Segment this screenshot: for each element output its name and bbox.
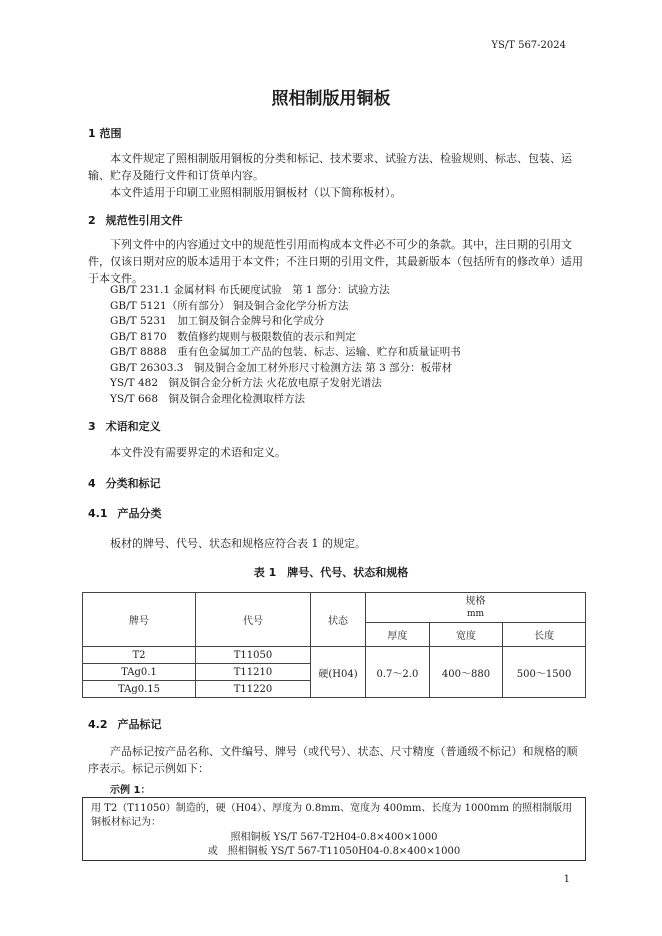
reference-item: GB/T 8170 数值修约规则与极限数值的表示和判定 — [110, 330, 356, 343]
section-2-number: 2 — [88, 214, 96, 227]
section-4-2-paragraph — [88, 743, 588, 777]
header-code: 代号 — [196, 593, 311, 647]
section-4-heading — [88, 475, 161, 491]
normative-references-list — [110, 283, 461, 407]
header-thickness: 厚度 — [366, 623, 430, 647]
reference-item: YS/T 482 铜及铜合金分析方法 火花放电原子发射光谱法 — [110, 377, 382, 389]
cell-temper: 硬(H04) — [311, 647, 366, 698]
section-1-paragraph-2 — [88, 184, 588, 201]
reference-item: YS/T 668 铜及铜合金理化检测取样方法 — [110, 392, 306, 405]
section-3-heading-text: 术语和定义 — [105, 420, 161, 433]
section-4-2-paragraph-text: 产品标记按产品名称、文件编号、牌号（或代号）、状态、尺寸精度（普通级不标记）和规格的顺序表示。标记示例如下： — [88, 745, 578, 775]
header-spec-label: 规格 — [465, 595, 486, 607]
section-1-heading — [88, 125, 121, 141]
table-1-caption: 表 1 牌号、代号、状态和规格 — [253, 566, 409, 579]
example-box — [82, 797, 586, 861]
cell-grade: TAg0.15 — [83, 681, 196, 698]
section-2-intro-text: 下列文件中的内容通过文中的规范性引用而构成本文件必不可少的条款。其中，注日期的引用文件，仅该日期对应的版本适用于本文件；不注日期的引用文件，其最新版本（包括所有的修改单）适用于本文件。 — [88, 238, 583, 285]
reference-item: GB/T 8888 重有色金属加工产品的包装、标志、运输、贮存和质量证明书 — [110, 346, 461, 358]
example-marking-line-1: 照相铜板 YS/T 567-T2H04-0.8×400×1000 — [230, 832, 438, 843]
cell-code: T11210 — [196, 664, 311, 681]
section-3-paragraph — [88, 444, 588, 461]
cell-length: 500～1500 — [503, 647, 586, 698]
example-marking-line-2: 或 照相铜板 YS/T 567-T11050H04-0.8×400×1000 — [207, 846, 461, 857]
section-4-2-heading-text: 产品标记 — [117, 718, 162, 731]
section-4-1-number: 4.1 — [88, 507, 108, 520]
cell-code: T11050 — [196, 647, 311, 664]
standard-code: YS/T 567-2024 — [491, 40, 566, 51]
document-title: 照相制版用铜板 — [271, 89, 391, 109]
cell-thickness: 0.7～2.0 — [366, 647, 430, 698]
section-4-number: 4 — [88, 477, 96, 490]
section-4-1-paragraph — [88, 535, 588, 552]
section-2-intro — [88, 236, 588, 287]
section-1-paragraph-1 — [88, 150, 588, 184]
section-3-paragraph-text: 本文件没有需要界定的术语和定义。 — [110, 446, 286, 459]
cell-code: T11220 — [196, 681, 311, 698]
cell-width: 400～880 — [429, 647, 502, 698]
cell-grade: TAg0.1 — [83, 664, 196, 681]
header-width: 宽度 — [429, 623, 502, 647]
section-4-1-heading — [88, 505, 162, 521]
header-spec — [366, 593, 586, 623]
section-1-heading-text: 1 范围 — [88, 127, 122, 140]
table-row — [83, 647, 586, 664]
section-2-heading — [88, 212, 183, 228]
header-temper: 状态 — [311, 593, 366, 647]
header-grade: 牌号 — [83, 593, 196, 647]
section-3-heading — [88, 418, 161, 434]
cell-grade: T2 — [83, 647, 196, 664]
page-number: 1 — [563, 874, 570, 885]
section-3-number: 3 — [88, 420, 96, 433]
example-label: 示例 1： — [110, 785, 151, 796]
section-4-2-heading — [88, 716, 162, 732]
reference-item: GB/T 26303.3 铜及铜合金加工材外形尺寸检测方法 第 3 部分：板带材 — [110, 361, 453, 374]
section-4-1-paragraph-text: 板材的牌号、代号、状态和规格应符合表 1 的规定。 — [110, 537, 366, 550]
section-4-heading-text: 分类和标记 — [105, 477, 161, 490]
header-spec-unit: mm — [466, 608, 485, 619]
table-1 — [82, 592, 586, 698]
section-4-1-heading-text: 产品分类 — [117, 507, 162, 520]
section-1-paragraph-1-text: 本文件规定了照相制版用铜板的分类和标记、技术要求、试验方法、检验规则、标志、包装、运输、贮存及随行文件和订货单内容。 — [88, 152, 572, 182]
reference-item: GB/T 5121（所有部分） 铜及铜合金化学分析方法 — [110, 299, 349, 312]
reference-item: GB/T 5231 加工铜及铜合金牌号和化学成分 — [110, 315, 325, 327]
section-4-2-number: 4.2 — [88, 718, 108, 731]
section-1-paragraph-2-text: 本文件适用于印刷工业照相制版用铜板材（以下简称板材）。 — [110, 186, 402, 199]
reference-item: GB/T 231.1 金属材料 布氏硬度试验 第 1 部分：试验方法 — [110, 284, 390, 296]
example-description: 用 T2（T11050）制造的，硬（H04）、厚度为 0.8mm、宽度为 400mm、长度为 1000mm 的照相制版用铜板材标记为： — [91, 803, 573, 828]
section-2-heading-text: 规范性引用文件 — [105, 214, 183, 227]
header-length: 长度 — [503, 623, 586, 647]
